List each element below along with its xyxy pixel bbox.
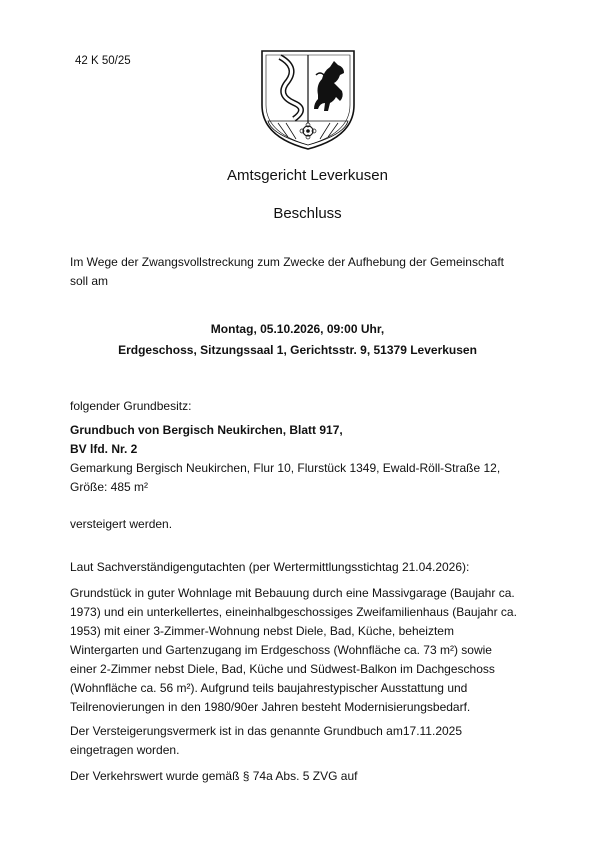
document-title: Beschluss bbox=[273, 205, 342, 222]
appraisal-line: einer 2-Zimmer nebst Diele, Bad, Küche und Südwest-Balkon im Dachgeschoss bbox=[70, 662, 495, 676]
appraisal-description bbox=[70, 584, 540, 717]
registration-line-2: eingetragen worden. bbox=[70, 743, 180, 757]
property-intro: folgender Grundbesitz: bbox=[70, 399, 192, 413]
market-value-text: Der Verkehrswert wurde gemäß § 74a Abs. 5 ZVG auf bbox=[70, 769, 358, 783]
appraisal-line: Teilrenovierungen in den 1980/90er Jahren besteht Modernisierungsbedarf. bbox=[70, 700, 471, 714]
coat-of-arms-logo bbox=[258, 45, 358, 151]
registration-line-1: Der Versteigerungsvermerk ist in das genannte Grundbuch am17.11.2025 bbox=[70, 724, 463, 738]
property-size: Größe: 485 m² bbox=[70, 480, 149, 494]
case-number: 42 K 50/25 bbox=[75, 55, 131, 67]
property-register: Grundbuch von Bergisch Neukirchen, Blatt 917, bbox=[70, 423, 343, 437]
appraisal-line: 1953) mit einer 3-Zimmer-Wohnung nebst Diele, Bad, Küche, beheiztem bbox=[70, 624, 454, 638]
intro-line-2: soll am bbox=[70, 274, 109, 288]
appointment-date-time: Montag, 05.10.2026, 09:00 Uhr, bbox=[210, 322, 385, 336]
appraisal-line: 1973) und ein unterkellertes, eineinhalbgeschossiges Zweifamilienhaus (Baujahr ca. bbox=[70, 605, 517, 619]
intro-line-1: Im Wege der Zwangsvollstreckung zum Zwecke der Aufhebung der Gemeinschaft bbox=[70, 255, 504, 269]
appointment-location: Erdgeschoss, Sitzungssaal 1, Gerichtsstr. 9, 51379 Leverkusen bbox=[118, 343, 477, 357]
court-name: Amtsgericht Leverkusen bbox=[227, 167, 388, 184]
appraisal-line: Wintergarten und Gartenzugang im Erdgeschoss (Wohnfläche ca. 73 m²) sowie bbox=[70, 643, 492, 657]
appraisal-line: Grundstück in guter Wohnlage mit Bebauung durch eine Massivgarage (Baujahr ca. bbox=[70, 586, 515, 600]
appraisal-line: (Wohnfläche ca. 56 m²). Aufgrund teils baujahrestypischer Ausstattung und bbox=[70, 681, 468, 695]
auction-text: versteigert werden. bbox=[70, 517, 173, 531]
property-parcel: Gemarkung Bergisch Neukirchen, Flur 10, Flurstück 1349, Ewald-Röll-Straße 12, bbox=[70, 461, 501, 475]
property-entry: BV lfd. Nr. 2 bbox=[70, 442, 138, 456]
appraisal-intro: Laut Sachverständigengutachten (per Wertermittlungsstichtag 21.04.2026): bbox=[70, 560, 470, 574]
